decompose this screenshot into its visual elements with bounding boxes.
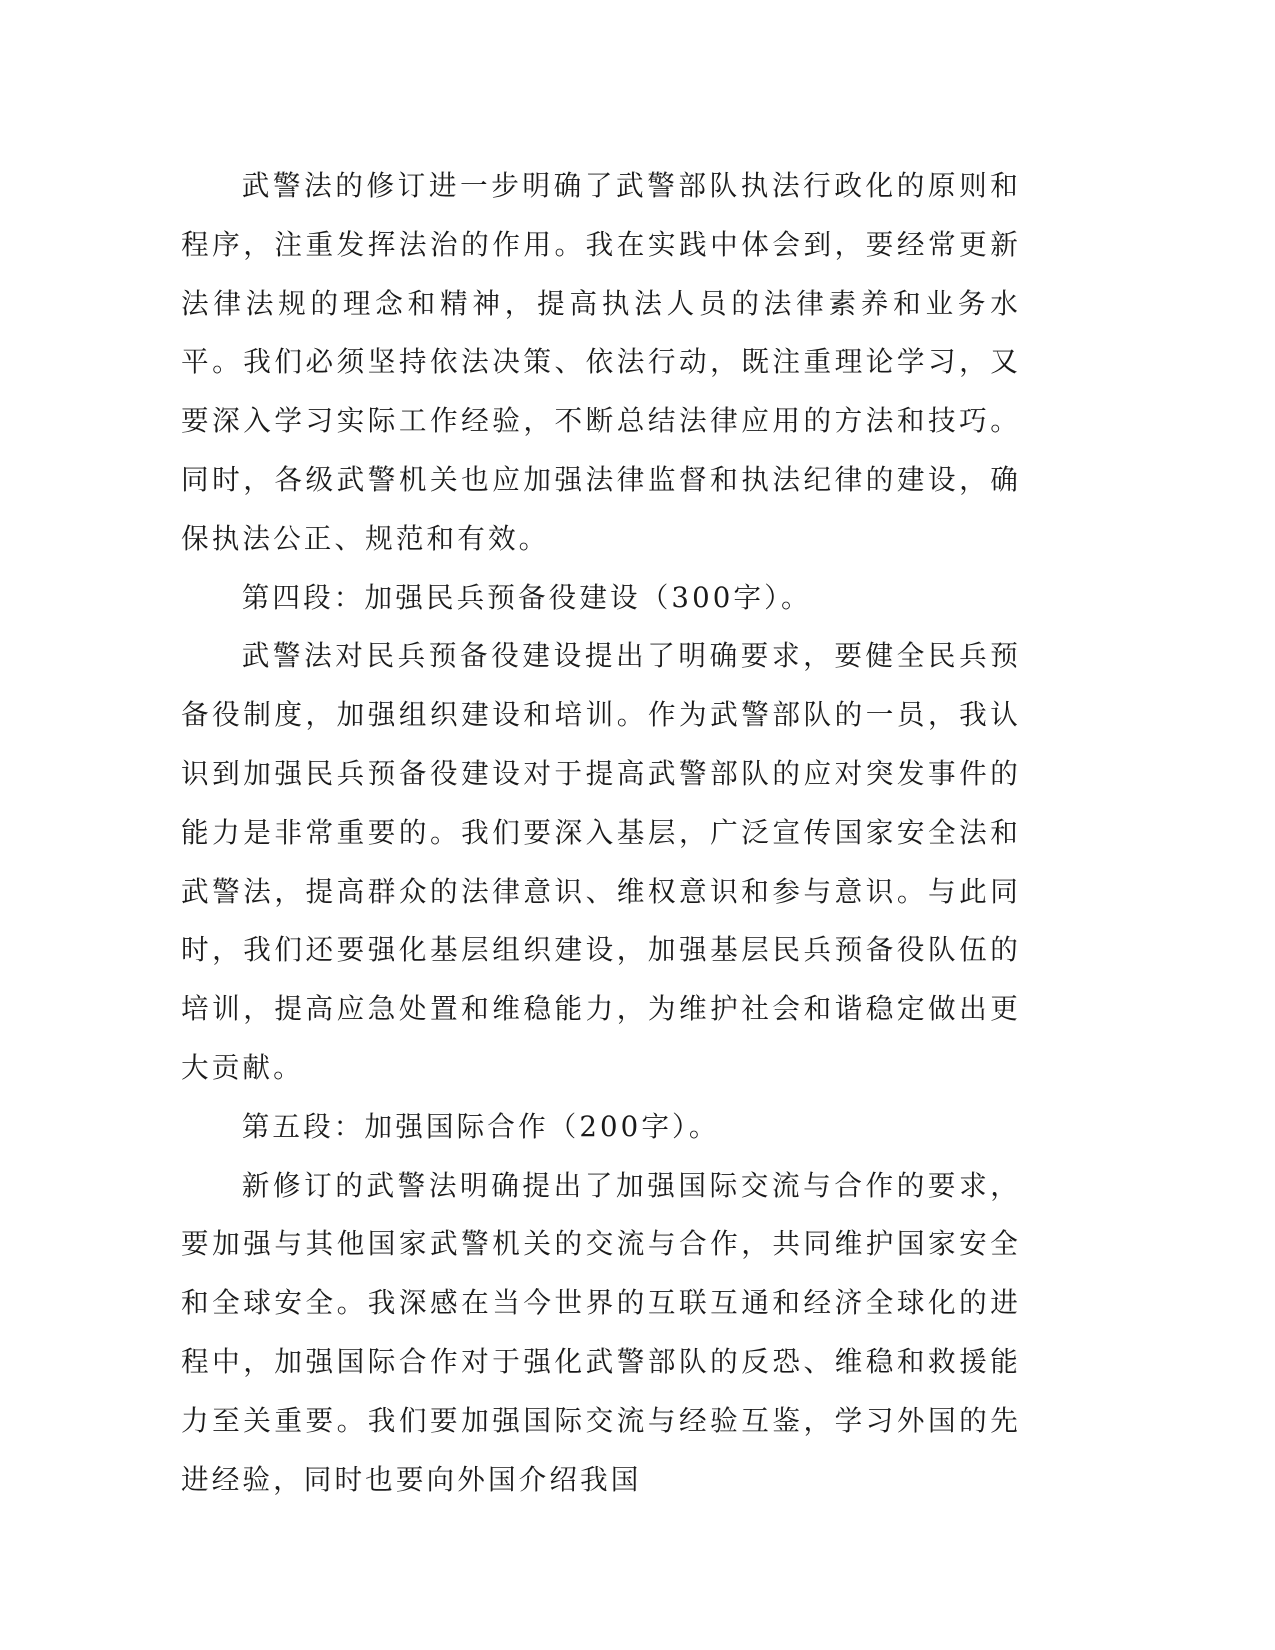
paragraph-law-enforcement: 武警法的修订进一步明确了武警部队执法行政化的原则和程序，注重发挥法治的作用。我在实践中体会到，要经常更新法律法规的理念和精神，提高执法人员的法律素养和业务水平。我们必须坚持依法决策、依法行动，既注重理论学习，又要深入学习实际工作经验，不断总结法律应用的方法和技巧。同时，各级武警机关也应加强法律监督和执法纪律的建设，确保执法公正、规范和有效。: [181, 169, 1021, 555]
paragraph-militia-reserve: 武警法对民兵预备役建设提出了明确要求，要健全民兵预备役制度，加强组织建设和培训。作为武警部队的一员，我认识到加强民兵预备役建设对于提高武警部队的应对突发事件的能力是非常重要的。我们要深入基层，广泛宣传国家安全法和武警法，提高群众的法律意识、维权意识和参与意识。与此同时，我们还要强化基层组织建设，加强基层民兵预备役队伍的培训，提高应急处置和维稳能力，为维护社会和谐稳定做出更大贡献。: [181, 639, 1021, 1084]
section-heading-4: 第四段：加强民兵预备役建设（300字）。: [241, 580, 812, 614]
section-heading-5: 第五段：加强国际合作（200字）。: [241, 1109, 720, 1143]
document-body: [181, 157, 1021, 1509]
paragraph-international-cooperation: 新修订的武警法明确提出了加强国际交流与合作的要求，要加强与其他国家武警机关的交流与合作，共同维护国家安全和全球安全。我深感在当今世界的互联互通和经济全球化的进程中，加强国际合作对于强化武警部队的反恐、维稳和救援能力至关重要。我们要加强国际交流与经验互鉴，学习外国的先进经验，同时也要向外国介绍我国: [181, 1168, 1021, 1496]
